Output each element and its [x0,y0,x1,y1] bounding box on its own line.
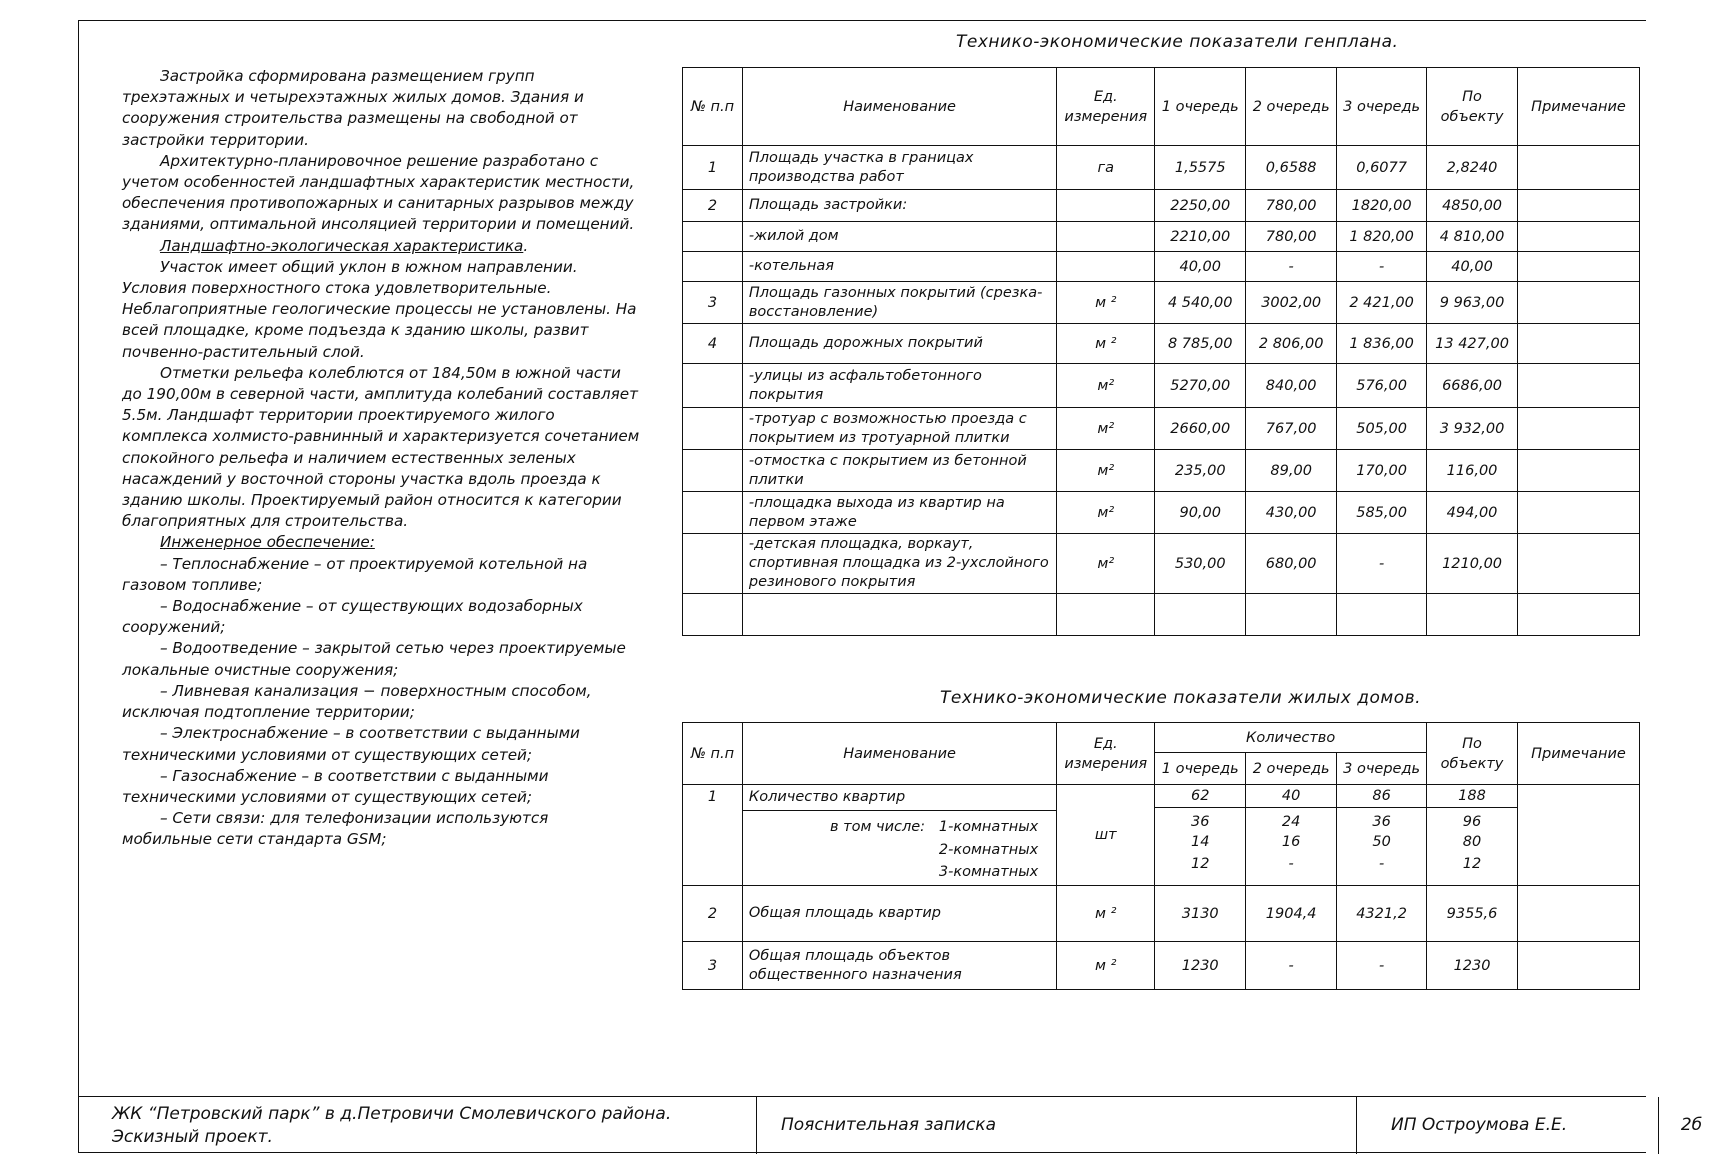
heading-period: . [523,236,529,255]
cell-value: 505,00 [1337,408,1427,450]
note-cell [1517,785,1639,886]
note-cell [1518,252,1640,282]
row-name: -жилой дом [742,222,1056,252]
row-num: 4 [683,324,743,364]
cell-value: 62 [1155,788,1245,808]
row-name: Общая площадь квартир [742,886,1056,942]
header-total: По объекту [1427,723,1518,785]
organization-name: ИП Остроумова Е.Е. [1356,1097,1658,1154]
cell-value: 530,00 [1155,534,1246,594]
row-num [683,450,743,492]
cell-value: 680,00 [1246,534,1337,594]
table-row [683,222,1640,252]
cell-value: 40,00 [1427,252,1518,282]
table-header-row [683,68,1640,146]
table-row [683,594,1640,636]
row-name: Площадь дорожных покрытий [742,324,1056,364]
row-num [683,492,743,534]
header-stage-2: 2 очередь [1246,68,1337,146]
row-name [742,594,1056,636]
header-stage-1: 1 очередь [1155,753,1246,785]
row-num: 1 [683,146,743,190]
total-values [1427,785,1518,886]
table-row [683,534,1640,594]
row-unit: м ² [1057,324,1155,364]
row-unit: га [1057,146,1155,190]
row-num: 1 [683,785,743,886]
row-name: Площадь застройки: [742,190,1056,222]
cell-value: 494,00 [1427,492,1518,534]
cell-value: 3 932,00 [1427,408,1518,450]
cell-value: 4321,2 [1337,886,1427,942]
subrow-3: 3-комнатных [938,864,1039,880]
cell-value: 9 963,00 [1427,282,1518,324]
cell-value: 90,00 [1155,492,1246,534]
stage2-values [1246,785,1337,886]
cell-value: 780,00 [1246,190,1337,222]
header-num: № п.п [683,68,743,146]
header-unit: Ед. измерения [1057,68,1155,146]
apartments-label: Количество квартир [743,788,1056,811]
row-name: -отмостка с покрытием из бетонной плитки [742,450,1056,492]
cell-value: 585,00 [1337,492,1427,534]
cell-value: 1 836,00 [1337,324,1427,364]
cell-value: 0,6588 [1246,146,1337,190]
table-row [683,492,1640,534]
cell-value: - [1337,252,1427,282]
explanatory-text [122,66,642,851]
row-name: Площадь участка в границах производства работ [742,146,1056,190]
table2-title: Технико-экономические показатели жилых домов. [940,688,1422,708]
sheet-number: 2б [1658,1097,1724,1154]
cell-value: 3002,00 [1246,282,1337,324]
note-cell [1518,146,1640,190]
row-unit: м ² [1057,282,1155,324]
table-row [683,364,1640,408]
cell-value: 50 [1372,834,1391,850]
header-unit: Ед. измерения [1057,723,1155,785]
cell-value: 767,00 [1246,408,1337,450]
list-item: – Водоснабжение – от существующих водозаборных сооружений; [122,597,583,637]
cell-value: - [1337,534,1427,594]
section-heading [122,236,642,257]
table-row [683,190,1640,222]
row-num: 3 [683,942,743,990]
cell-value: 116,00 [1427,450,1518,492]
cell-value: 170,00 [1337,450,1427,492]
cell-value: 2210,00 [1155,222,1246,252]
row-name: Общая площадь объектов общественного назначения [742,942,1056,990]
residential-indicators-table [682,722,1640,990]
cell-value: 430,00 [1246,492,1337,534]
cell-value: 89,00 [1246,450,1337,492]
cell-value: 840,00 [1246,364,1337,408]
row-unit: шт [1057,785,1155,886]
paragraph: Застройка сформирована размещением групп трехэтажных и четырехэтажных жилых домов. Здания и сооружения строительства размещены на свободной от застройки территории. [122,67,584,149]
row-unit: м² [1057,534,1155,594]
subrow-name: 1-комнатных [938,819,1039,835]
cell-value: 86 [1337,788,1426,808]
note-cell [1518,594,1640,636]
cell-value: 576,00 [1337,364,1427,408]
note-cell [1518,408,1640,450]
row-unit [1057,252,1155,282]
site-plan-indicators-table [682,67,1640,636]
cell-value: - [1337,942,1427,990]
row-num: 2 [683,190,743,222]
list-item: – Газоснабжение – в соответствии с выданными техническими условиями от существующих сетей; [122,766,549,806]
row-unit: м² [1057,450,1155,492]
cell-value: 4 810,00 [1427,222,1518,252]
cell-value: 1230 [1427,942,1518,990]
cell-value: 24 [1281,814,1301,830]
table-row [683,282,1640,324]
row-name: -детская площадка, воркаут, спортивная площадка из 2-ухслойного резинового покрытия [742,534,1056,594]
cell-value [1155,594,1246,636]
note-cell [1518,492,1640,534]
cell-value: 2 421,00 [1337,282,1427,324]
header-name: Наименование [742,723,1056,785]
row-unit: м ² [1057,886,1155,942]
title-block [78,1096,1703,1153]
cell-value: - [1246,942,1337,990]
row-unit: м² [1057,408,1155,450]
cell-value: 780,00 [1246,222,1337,252]
cell-value: 235,00 [1155,450,1246,492]
cell-value: 13 427,00 [1427,324,1518,364]
row-num [683,408,743,450]
subrow-2: 2-комнатных [938,842,1039,858]
table1-title: Технико-экономические показатели генплана. [956,32,1399,52]
row-num: 2 [683,886,743,942]
project-name-line: ЖК “Петровский парк” в д.Петровичи Смолевичского района. [112,1104,672,1124]
section-heading-text: Инженерное обеспечение: [160,533,375,552]
header-name: Наименование [742,68,1056,146]
header-note: Примечание [1518,68,1640,146]
list-item: – Теплоснабжение – от проектируемой котельной на газовом топливе; [122,554,588,594]
row-unit [1057,594,1155,636]
row-name: -тротуар с возможностью проезда с покрытием из тротуарной плитки [742,408,1056,450]
header-num: № п.п [683,723,743,785]
note-cell [1518,534,1640,594]
cell-value: 1210,00 [1427,534,1518,594]
subrow-prefix: в том числе: [830,819,926,835]
header-stage-2: 2 очередь [1246,753,1337,785]
stage3-values [1337,785,1427,886]
row-name: -улицы из асфальтобетонного покрытия [742,364,1056,408]
project-name [78,1097,756,1154]
section-heading [122,532,642,553]
stage1-values [1155,785,1246,886]
table-row [683,252,1640,282]
paragraph: Участок имеет общий уклон в южном направлении. Условия поверхностного стока удовлетворительные. Неблагоприятные геологические процессы не установлены. На всей площадке, кроме подъезда к зданию школы, развит почвенно-растительный слой. [122,257,637,361]
header-stage-3: 3 очередь [1337,68,1427,146]
header-total: По объекту [1427,68,1518,146]
row-unit [1057,222,1155,252]
row-unit: м ² [1057,942,1155,990]
cell-value: 2 806,00 [1246,324,1337,364]
subrow-1 [749,815,1050,839]
row-num [683,594,743,636]
cell-value: 1,5575 [1155,146,1246,190]
row-num [683,364,743,408]
cell-value: 1 820,00 [1337,222,1427,252]
row-unit [1057,190,1155,222]
cell-value: 14 [1190,834,1210,850]
cell-value [1427,594,1518,636]
cell-value: 16 [1281,834,1301,850]
cell-value: - [1378,856,1385,872]
row-name: -котельная [742,252,1056,282]
row-num [683,222,743,252]
list-item: – Сети связи: для телефонизации используются мобильные сети стандарта GSM; [122,809,549,849]
cell-value: 1904,4 [1246,886,1337,942]
cell-value: 8 785,00 [1155,324,1246,364]
table-row [683,324,1640,364]
cell-value: 80 [1462,834,1482,850]
cell-value: 4 540,00 [1155,282,1246,324]
cell-value: 12 [1462,856,1482,872]
note-cell [1518,450,1640,492]
header-stage-1: 1 очередь [1155,68,1246,146]
list-item: – Электроснабжение – в соответствии с выданными техническими условиями от существующих сетей; [122,724,580,764]
header-stage-3: 3 очередь [1337,753,1427,785]
cell-value: 0,6077 [1337,146,1427,190]
table-row [683,450,1640,492]
cell-value: - [1288,856,1294,872]
note-cell [1517,942,1639,990]
list-item: – Ливневая канализация − поверхностным способом, исключая подтопление территории; [122,681,592,722]
cell-value: 12 [1190,856,1210,872]
cell-value: - [1246,252,1337,282]
note-cell [1518,222,1640,252]
project-stage-line: Эскизный проект. [112,1127,273,1147]
row-num [683,534,743,594]
note-cell [1517,886,1639,942]
note-cell [1518,190,1640,222]
cell-value [1337,594,1427,636]
cell-value: 1230 [1155,942,1246,990]
document-name: Пояснительная записка [756,1097,1356,1154]
cell-value: 40 [1246,788,1336,808]
cell-value [1246,594,1337,636]
cell-value: 3130 [1155,886,1246,942]
cell-value: 2250,00 [1155,190,1246,222]
list-item: – Водоотведение – закрытой сетью через проектируемые локальные очистные сооружения; [122,639,626,679]
cell-value: 5270,00 [1155,364,1246,408]
row-name: -площадка выхода из квартир на первом этаже [742,492,1056,534]
row-num: 3 [683,282,743,324]
cell-value: 188 [1427,788,1517,808]
row-name: Площадь газонных покрытий (срезка-восстановление) [742,282,1056,324]
header-note: Примечание [1517,723,1639,785]
cell-value: 6686,00 [1427,364,1518,408]
row-num [683,252,743,282]
cell-value: 40,00 [1155,252,1246,282]
row-name [742,785,1056,886]
cell-value: 96 [1462,814,1482,830]
cell-value: 2660,00 [1155,408,1246,450]
section-heading-text: Ландшафтно-экологическая характеристика [160,236,524,255]
cell-value: 36 [1372,814,1391,830]
paragraph: Отметки рельефа колеблются от 184,50м в южной части до 190,00м в северной части, амплитуда колебаний составляет 5.5м. Ландшафт территории проектируемого жилого комплекса холмисто-равнинный и характеризуется сочетанием спокойного рельефа и наличием естественных зеленых насаждений у восточной стороны участка вдоль проезда к зданию школы. Проектируемый район относится к категории благоприятных для строительства. [122,363,640,531]
cell-value: 36 [1190,814,1210,830]
cell-value: 9355,6 [1427,886,1518,942]
cell-value: 1820,00 [1337,190,1427,222]
note-cell [1518,324,1640,364]
note-cell [1518,364,1640,408]
cell-value: 2,8240 [1427,146,1518,190]
note-cell [1518,282,1640,324]
row-unit: м² [1057,364,1155,408]
row-unit: м² [1057,492,1155,534]
cell-value: 4850,00 [1427,190,1518,222]
table-row [683,408,1640,450]
paragraph: Архитектурно-планировочное решение разработано с учетом особенностей ландшафтных характеристик местности, обеспечения противопожарных и санитарных разрывов между зданиями, оптимальной инсоляцией территории и помещений. [122,151,635,234]
header-quantity: Количество [1155,723,1427,753]
table-row [683,146,1640,190]
